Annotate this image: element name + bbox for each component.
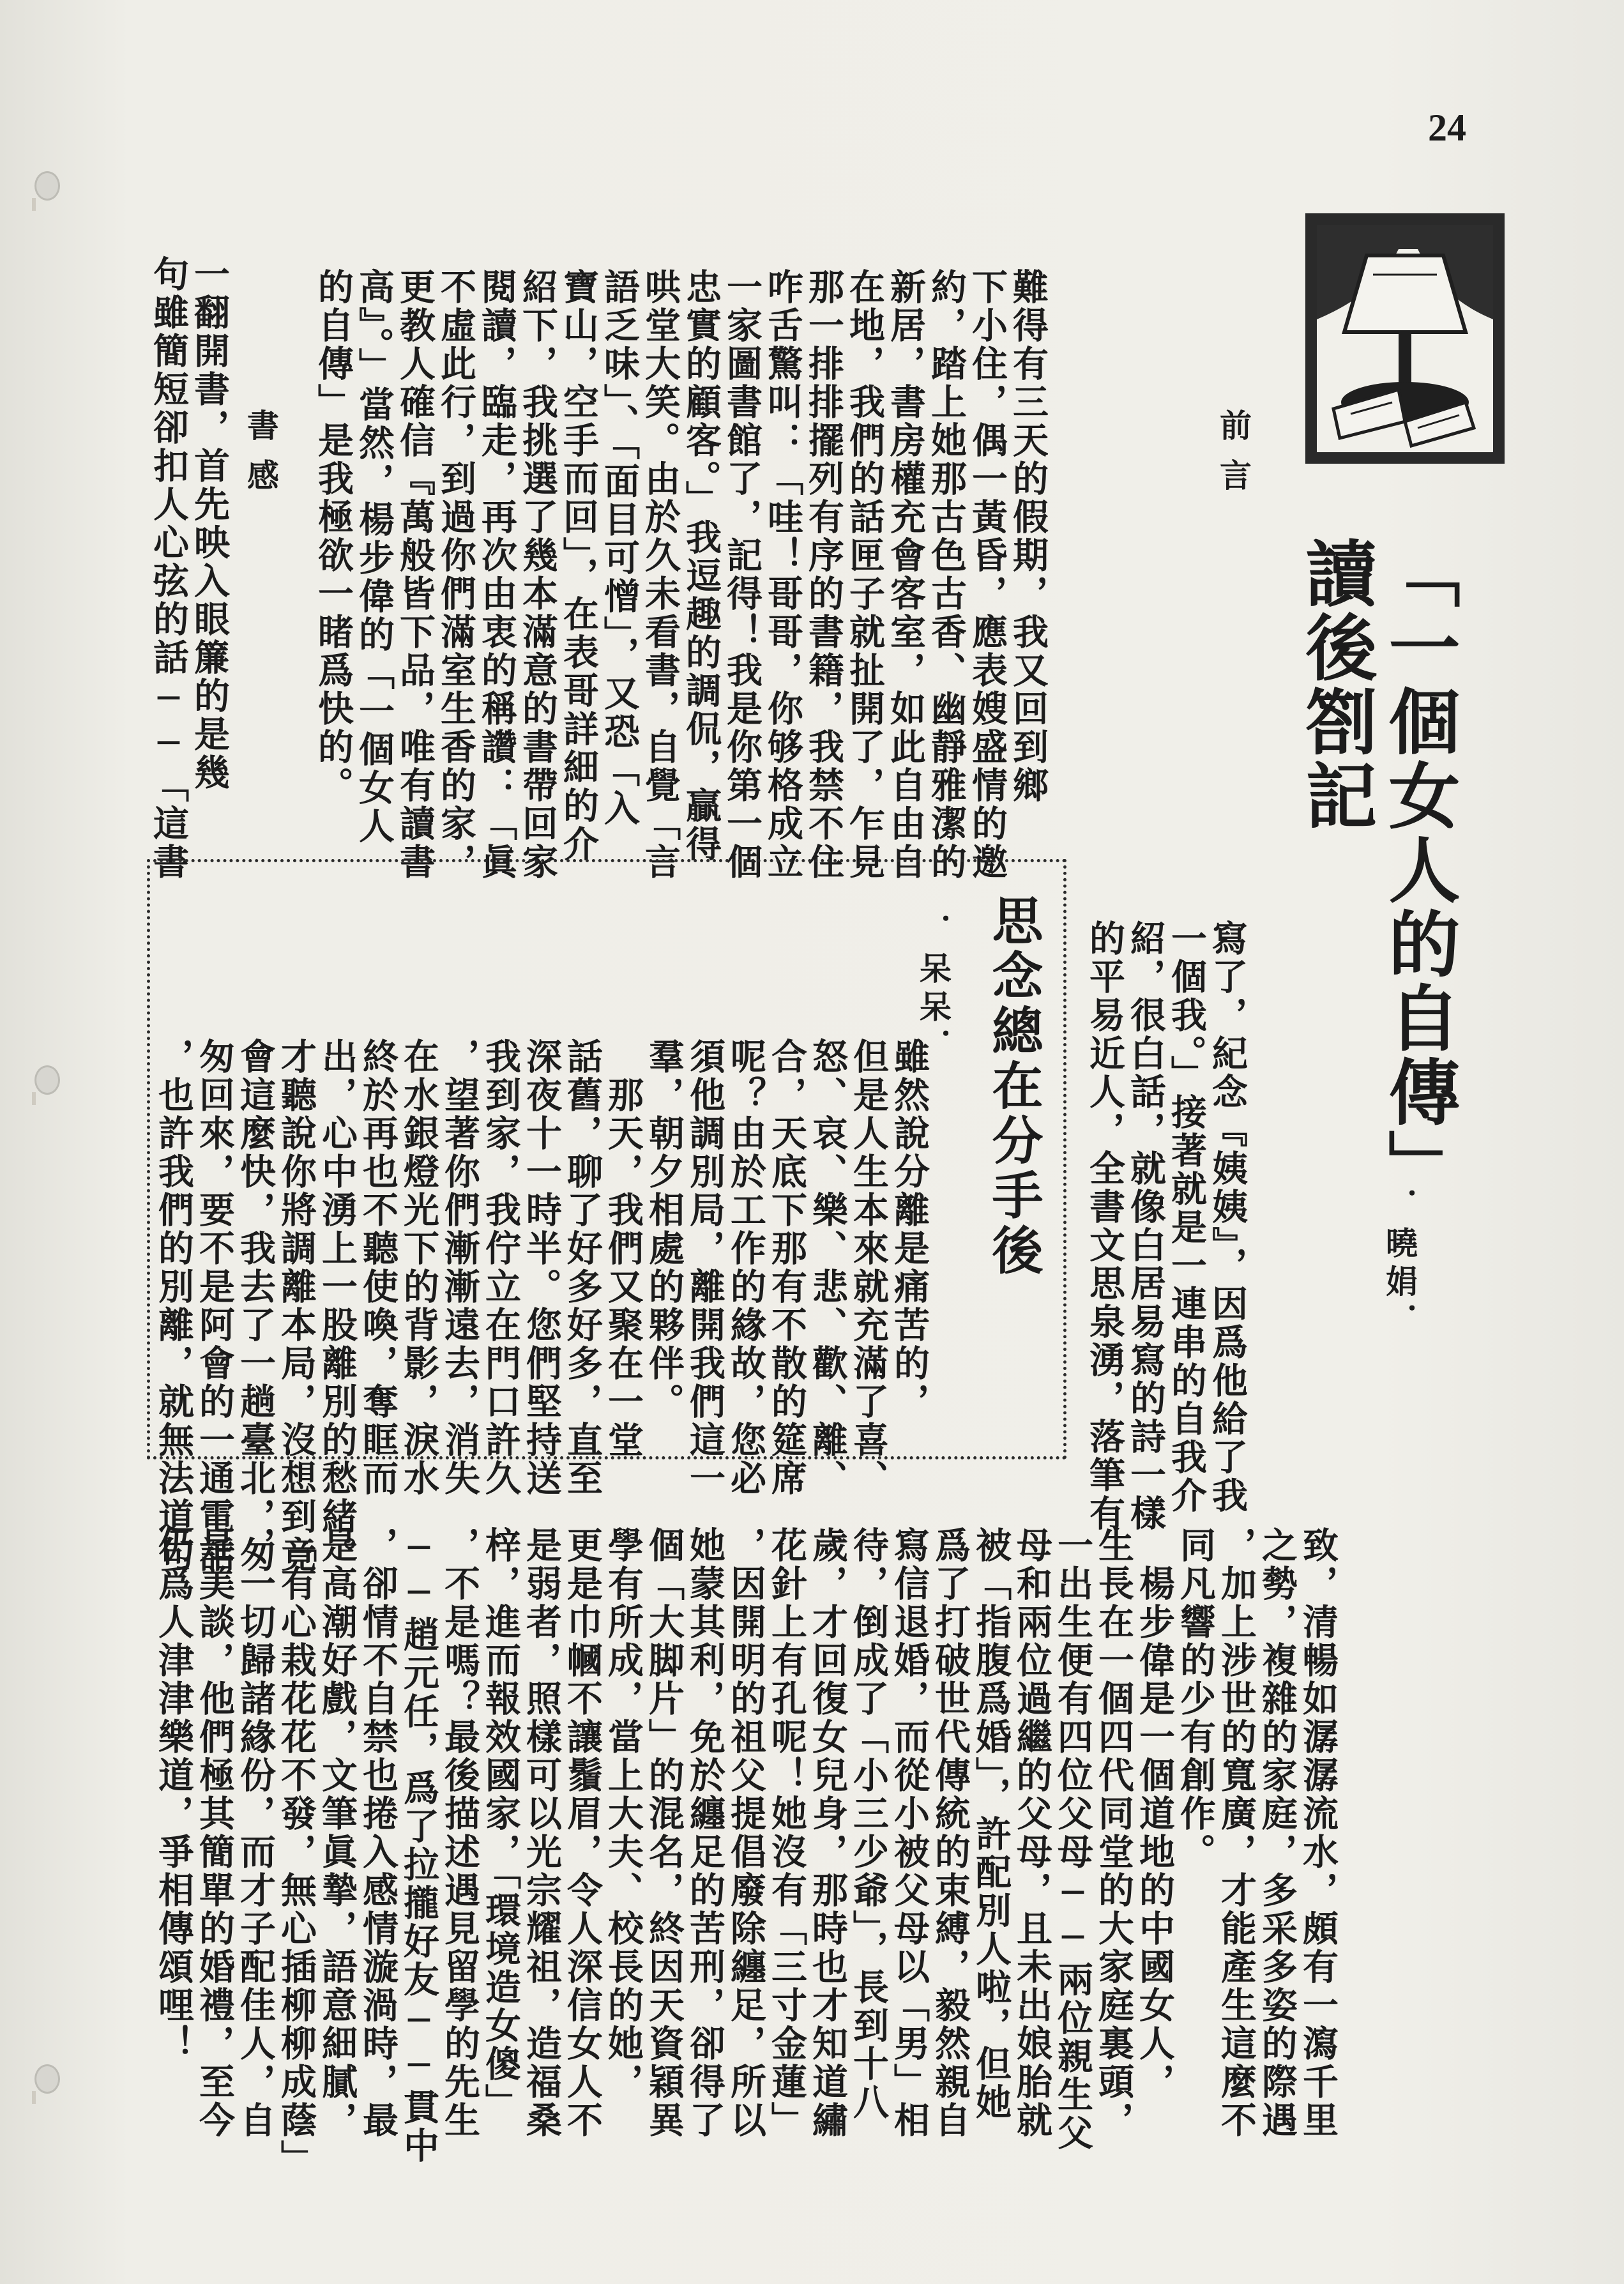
boxed-article-author: ．呆呆． <box>914 913 952 1067</box>
section-heading-reflection: 書感 <box>242 409 280 508</box>
section-heading-intro: 前言 <box>1215 409 1252 508</box>
intro-text: 難得有三天的假期，我又回到鄉 下小住，偶一黃昏，應表嫂盛情的邀 約，踏上她那古色古香、幽靜雅潔的 新居，書房權充會客室，如此自由自 在地，我們的話匣子就扯開了，乍見 那一排排擺列有序的書籍，我禁不住 咋舌驚叫：「哇！哥哥，你够格成立 一家圖書館了，記得！我是你第一個 忠實的顧客。」我逗趣的調侃，贏得 哄堂大笑。由於久未看書，自覺「言 語乏味」、「面目可憎」，又恐「入 寶山，空手而回」，在表哥詳細的介 紹下，我挑選了幾本滿意的書帶回家 閱讀，臨走，再次由衷的稱讚：「眞 不虛此行，到過你們滿室生香的家， 更教人確信『萬般皆下品，唯有讀書 高』。」當然，楊步偉的「一個女人 的自傳」是我極欲一睹爲快的。 <box>312 268 1049 881</box>
binding-thread <box>32 2091 36 2104</box>
boxed-article-text: 雖然說分離是痛苦的， 但是人生本來就充滿了喜、 怒、哀、樂、悲、歡、離、 合，天底下那有不散的筵席 呢？由於工作的緣故，您必 須他調別局，離開我們這一 羣，朝夕相處的夥伴。 那天，我們又聚在一堂 話舊，聊了好多好多，直至 深夜十一時半。您們堅持送 我到家，我佇立在門口許久 ，望著你們漸漸遠去，消失 在水銀燈光下的背影，淚水 終於再也不聽使喚，奪眶而 出，心中湧上一股離別的愁緒。 才聽說你將調離本局，沒想到竟 會這麼快，我去了一趟臺北，匆 匆回來，要不是阿會的一通電話 ，也許我們的別離，就無法道句 <box>153 1038 930 1574</box>
binding-thread <box>32 1092 36 1105</box>
binding-thread <box>32 198 36 211</box>
lower-text: 致，清暢如潺潺流水，頗有一瀉千里 之勢，複雜的家庭，多采多姿的際遇 ，加上涉世的寬廣，才能產生這麼不 同凡響的少有創作。 楊步偉是一個道地的中國女人， 生長在一個四代同堂的大家庭裏頭， 一出生便有四位父母──兩位親生父 母和兩位過繼的父母，且未出娘胎就 被「指腹爲婚」，許配別人啦，但她 爲了打破世代傳統的束縛，毅然親自 寫信退婚，而從小被父母以「男」相 待，倒成了「小三少爺」，長到十八 歲，才回復女兒身，那時也才知道繡 花針上有孔呢！她沒有「三寸金蓮」 ，因開明的祖父提倡廢除纏足，所以 她蒙其利，免於纏足的苦刑，卻得了 個「大脚片」的混名，終因天資穎異 學有所成，當上大夫、校長的她， 更是巾幗不讓鬚眉，令人深信女人不 是弱者，照樣可以光宗耀祖，造福桑 梓，進而報效國家，「環境造女傻」 ，不是嗎？最後描述遇見留學的先生 ──趙元任，爲了拉攏好友──貫中 ，卻情不自禁也捲入感情漩渦時，最 是高潮好戲，文筆眞摯，語意細膩， 「有心栽花花不發，無心插柳柳成蔭」 ，一切歸諸緣份，而才子配佳人，自 是美談，他們極其簡單的婚禮，至今 仍爲人津津樂道，爭相傳頌哩！ <box>153 1526 1339 2178</box>
article-author: ．曉娟． <box>1381 1188 1418 1341</box>
lamp-and-book-icon <box>1303 211 1507 466</box>
binding-hole <box>34 1065 60 1095</box>
binding-hole <box>34 2064 60 2094</box>
middle-text: 寫了，紀念『姨姨』，因爲他給了我 一個我。」接著就是一連串的自我介 紹，很白話，就像白居易寫的詩一樣 的平易近人，全書文思泉湧，落筆有 <box>1084 920 1248 1533</box>
binding-hole <box>34 171 60 201</box>
boxed-article-title: 思念總在分手後 <box>983 894 1043 1279</box>
article-title: 「一個女人的自傳」 讀後劄記 <box>1294 537 1461 1203</box>
page-number: 24 <box>1428 107 1466 149</box>
reflection-text: 一翻開書，首先映入眼簾的是幾 句雖簡短卻扣人心弦的話──「這書 <box>148 255 231 881</box>
